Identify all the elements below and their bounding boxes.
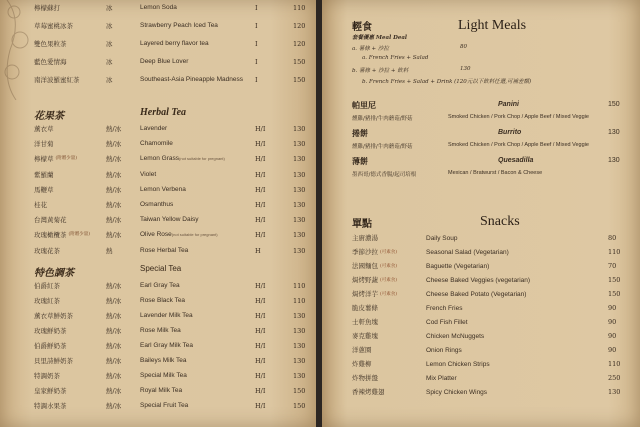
item-temperature: 熱/冰 [106,216,122,225]
meal-deal-label: 套餐優惠 Meal Deal [352,35,407,41]
item-name-en: Rose Black Tea [140,297,186,304]
item-size: H [255,246,261,255]
item-name-zh: 玫瑰紅茶 [34,297,60,305]
menu-item-row [0,244,318,258]
snack-row [322,232,640,245]
menu-right-page [322,0,640,427]
snack-price: 90 [608,304,617,312]
item-temperature: 熱/冰 [106,297,122,305]
snack-tag: (可素食) [380,278,398,283]
snack-price: 80 [608,234,617,242]
item-price: 130 [293,140,306,149]
item-price: 130 [293,312,306,320]
item-name-zh: 檸檬蘇打 [34,4,60,12]
item-size: H/I [255,140,266,149]
herbal-zh-title: 花果茶 [34,111,64,122]
special-en-title: Special Tea [140,264,182,273]
item-name-en: Southeast-Asia Pineapple Madness [140,76,243,83]
light-meal-desc-en: Mexican / Bratwurst / Bacon & Cheese [448,170,543,176]
item-temperature: 熱/冰 [106,231,122,240]
item-name-zh: 草莓蜜桃冰茶 [34,22,73,30]
item-tag: (附贈少量) [68,232,91,238]
item-name-en: Olive Rose (not suitable for pregnant) [140,228,172,242]
snacks-zh-title: 單點 [352,219,372,230]
item-temperature: 熱/冰 [106,327,122,335]
item-name-zh: 紫羅蘭 [34,170,54,179]
item-price: 130 [293,342,306,350]
item-name-zh: 藍色愛情海 [34,58,67,66]
item-price: 150 [293,387,306,395]
light-meal-name-zh: 帕里尼 [352,100,376,110]
menu-item-row [0,137,318,151]
item-temperature: 熱 [106,246,113,255]
snack-name-zh: 炸物拼盤 [352,374,378,382]
item-size: H/I [255,312,266,320]
item-temperature: 熱/冰 [106,155,122,164]
light-meal-desc-en: Smoked Chicken / Pork Chop / Apple Beef / Mixed Veggie [448,142,589,148]
menu-item-row [0,384,318,398]
item-temperature: 熱/冰 [106,282,122,290]
snack-price: 150 [608,290,621,298]
light-meal-desc-zh: 燻雞/豬排/牛肉蘑菇/野菇 [352,116,413,122]
menu-item-row [0,122,318,136]
item-name-zh: 玫瑰橄欖茶 (附贈少量) [34,228,67,242]
snack-price: 70 [608,262,617,270]
item-name-en: Baileys Milk Tea [140,357,187,364]
snack-name-en: Lemon Chicken Strips [426,361,490,368]
snack-tag: (可素食) [380,250,398,255]
menu-item-row [0,55,318,69]
item-temperature: 熱/冰 [106,402,122,410]
item-temperature: 冰 [106,4,113,12]
item-name-en: Violet [140,170,157,178]
snack-row [322,260,640,273]
item-name-zh: 薰衣草鮮奶茶 [34,312,73,320]
item-size: H/I [255,170,266,179]
light-meal-desc-zh: 墨西哥/德式香腸/起司培根 [352,172,417,178]
item-price: 150 [293,402,306,410]
item-price: 130 [293,216,306,225]
item-name-zh: 馬鞭草 [34,185,54,194]
light-meal-price: 130 [608,157,620,164]
item-size: I [255,22,258,30]
item-price: 130 [293,357,306,365]
snack-name-zh: 法國麵包 (可素食) [352,260,378,273]
snack-row [322,372,640,385]
item-temperature: 熱/冰 [106,342,122,350]
item-name-en: Special Milk Tea [140,372,187,379]
snack-name-en: Cheese Baked Potato (Vegetarian) [426,291,527,298]
snack-tag: (可素食) [380,264,398,269]
snack-price: 90 [608,332,617,340]
item-temperature: 熱/冰 [106,201,122,209]
meal-option-b-price: 130 [460,66,471,72]
snack-price: 130 [608,388,621,396]
snack-name-en: Cod Fish Fillet [426,319,468,326]
item-price: 150 [293,76,306,84]
menu-item-row [0,309,318,323]
item-name-zh: 伯爵紅茶 [34,282,60,290]
menu-item-row [0,324,318,338]
item-note: (not suitable for pregnant) [171,232,218,238]
item-price: 130 [293,231,306,240]
snack-row [322,274,640,287]
menu-item-row [0,213,318,227]
meal-option-a-en: a. French Fries + Salad [362,55,429,61]
item-name-en: Lemon Verbena [140,185,186,193]
item-size: H/I [255,231,266,240]
item-temperature: 冰 [106,22,113,30]
snack-name-en: Spicy Chicken Wings [426,389,488,396]
item-temperature: 熱/冰 [106,387,122,395]
item-size: H/I [255,372,266,380]
item-size: H/I [255,185,266,194]
item-price: 130 [293,170,306,179]
snack-tag: (可素食) [380,292,398,297]
item-name-en: Lavender [140,125,168,132]
snack-name-zh: 炸雞柳 [352,360,372,368]
item-price: 120 [293,22,306,30]
snack-row [322,316,640,329]
item-temperature: 熱/冰 [106,125,122,133]
item-name-en: Rose Milk Tea [140,327,181,334]
snack-name-en: Daily Soup [426,235,458,242]
menu-item-row [0,369,318,383]
snack-name-zh: 季節沙拉 (可素食) [352,246,378,259]
item-price: 110 [293,282,306,290]
item-note: (not suitable for pregnant) [179,156,225,162]
snack-row [322,302,640,315]
item-temperature: 熱/冰 [106,185,122,194]
light-meal-desc-zh: 燻雞/豬排/牛肉蘑菇/野菇 [352,144,413,150]
item-name-en: Layered berry flavor tea [140,40,209,47]
snack-row [322,246,640,259]
item-name-en: Taiwan Yellow Daisy [140,216,199,224]
snack-name-zh: 士軒魚塊 [352,318,378,326]
light-meal-price: 130 [608,129,620,136]
menu-left-page [0,0,318,427]
snack-row [322,386,640,399]
item-temperature: 熱/冰 [106,170,122,179]
item-price: 130 [293,155,306,164]
item-name-en: Lavender Milk Tea [140,312,193,319]
herbal-en-title: Herbal Tea [140,107,187,118]
item-name-zh: 檸檬草 (附贈少量) [34,152,54,166]
item-name-en: Earl Gray Tea [140,282,180,289]
item-price: 150 [293,58,306,66]
snack-row [322,288,640,301]
menu-item-row [0,19,318,33]
item-size: H/I [255,125,266,133]
item-price: 130 [293,372,306,380]
item-size: H/I [255,327,266,335]
snack-name-en: Cheese Baked Veggies (vegetarian) [426,277,531,284]
item-name-en: Special Fruit Tea [140,402,189,409]
snack-row [322,358,640,371]
item-temperature: 熱/冰 [106,312,122,320]
item-price: 130 [293,125,306,133]
item-price: 130 [293,185,306,194]
snack-name-zh: 洋蔥圈 [352,346,372,354]
snack-name-zh: 焗烤洋芋 (可素食) [352,288,378,301]
item-name-zh: 雙色果粒茶 [34,40,67,48]
item-temperature: 熱/冰 [106,140,122,149]
menu-item-row [0,399,318,413]
item-size: H/I [255,216,266,225]
item-temperature: 冰 [106,40,113,48]
item-name-zh: 桂花 [34,201,47,209]
snack-price: 90 [608,346,617,354]
snack-name-zh: 脆皮薯條 [352,304,378,312]
item-size: H/I [255,402,266,410]
item-name-zh: 南洋波羅蜜紅茶 [34,76,80,84]
item-size: I [255,40,258,48]
item-name-en: Strawberry Peach Iced Tea [140,22,218,29]
menu-item-row [0,168,318,182]
item-name-en: Earl Gray Milk Tea [140,342,193,349]
menu-item-row [0,354,318,368]
light-meal-name-zh: 薄餅 [352,156,368,166]
item-size: I [255,76,258,84]
item-size: H/I [255,282,266,290]
snack-name-zh: 麥克雞塊 [352,332,378,340]
special-zh-title: 特色調茶 [34,268,74,279]
menu-item-row [0,228,318,242]
item-temperature: 熱/冰 [106,372,122,380]
snack-price: 90 [608,318,617,326]
light-meal-name-zh: 捲餅 [352,128,368,138]
light-meal-name-en: Panini [498,101,520,108]
menu-item-row [0,1,318,15]
light-meal-price: 150 [608,101,620,108]
item-name-zh: 玫瑰鮮奶茶 [34,327,67,335]
meal-option-a-price: 80 [460,44,467,50]
snack-name-zh: 焗烤野蔬 (可素食) [352,274,378,287]
snack-name-en: Mix Platter [426,375,457,382]
light-meals-zh-title: 輕食 [352,22,372,33]
snack-row [322,344,640,357]
item-name-zh: 特調奶茶 [34,372,60,380]
item-price: 110 [293,297,306,305]
snack-name-zh: 主廚濃湯 [352,234,378,242]
item-name-en: Royal Milk Tea [140,387,183,394]
item-size: I [255,4,258,12]
snack-price: 110 [608,360,621,368]
meal-option-b-en: b. French Fries + Salad + Drink (120元以下飲料任選,可補差額) [362,79,532,85]
snack-name-en: French Fries [426,305,463,312]
item-name-zh: 特調水果茶 [34,402,67,410]
item-name-zh: 玫瑰花茶 [34,246,60,255]
item-name-zh: 伯爵鮮奶茶 [34,342,67,350]
item-name-zh: 皇家鮮奶茶 [34,387,67,395]
item-size: H/I [255,155,266,164]
menu-item-row [0,183,318,197]
item-temperature: 冰 [106,58,113,66]
light-meal-desc-en: Smoked Chicken / Pork Chop / Apple Beef / Mixed Veggie [448,114,589,120]
item-name-en: Osmanthus [140,201,174,208]
snack-row [322,330,640,343]
item-size: H/I [255,342,266,350]
menu-item-row [0,279,318,293]
menu-item-row [0,37,318,51]
item-price: 120 [293,40,306,48]
meal-option-a: a. 薯條 + 沙拉 [352,46,389,52]
item-name-en: Lemon Grass (not suitable for pregnant) [140,152,179,166]
item-size: H/I [255,201,266,209]
meal-option-b: b. 薯條 + 沙拉 + 飲料 [352,68,409,74]
item-name-zh: 洋甘菊 [34,140,54,149]
snack-name-en: Seasonal Salad (Vegetarian) [426,249,509,256]
item-price: 130 [293,201,306,209]
snack-name-zh: 香辣烤雞翅 [352,388,385,396]
menu-item-row [0,152,318,166]
item-price: 110 [293,4,306,12]
item-tag: (附贈少量) [55,156,78,162]
item-name-zh: 貝里詩鮮奶茶 [34,357,73,365]
snacks-en-title: Snacks [480,214,520,229]
item-name-en: Deep Blue Lover [140,58,189,65]
item-name-zh: 台灣黃菊花 [34,216,67,225]
item-name-en: Lemon Soda [140,4,177,11]
menu-item-row [0,294,318,308]
item-name-en: Rose Herbal Tea [140,246,189,254]
item-price: 130 [293,246,306,255]
light-meals-en-title: Light Meals [458,18,527,33]
item-temperature: 冰 [106,76,113,84]
menu-item-row [0,198,318,212]
snack-name-en: Onion Rings [426,347,462,354]
snack-name-en: Baguette (Vegetarian) [426,263,490,270]
snack-name-en: Chicken McNuggets [426,333,485,340]
snack-price: 150 [608,276,621,284]
item-size: I [255,58,258,66]
item-size: H/I [255,357,266,365]
item-size: H/I [255,297,266,305]
item-name-zh: 薰衣草 [34,125,54,133]
menu-item-row [0,339,318,353]
item-name-en: Chamomile [140,140,173,148]
item-price: 130 [293,327,306,335]
light-meal-name-en: Burrito [498,129,522,136]
light-meal-name-en: Quesadilla [498,157,534,164]
snack-price: 250 [608,374,621,382]
snack-price: 110 [608,248,621,256]
menu-item-row [0,73,318,87]
item-size: H/I [255,387,266,395]
item-temperature: 熱/冰 [106,357,122,365]
